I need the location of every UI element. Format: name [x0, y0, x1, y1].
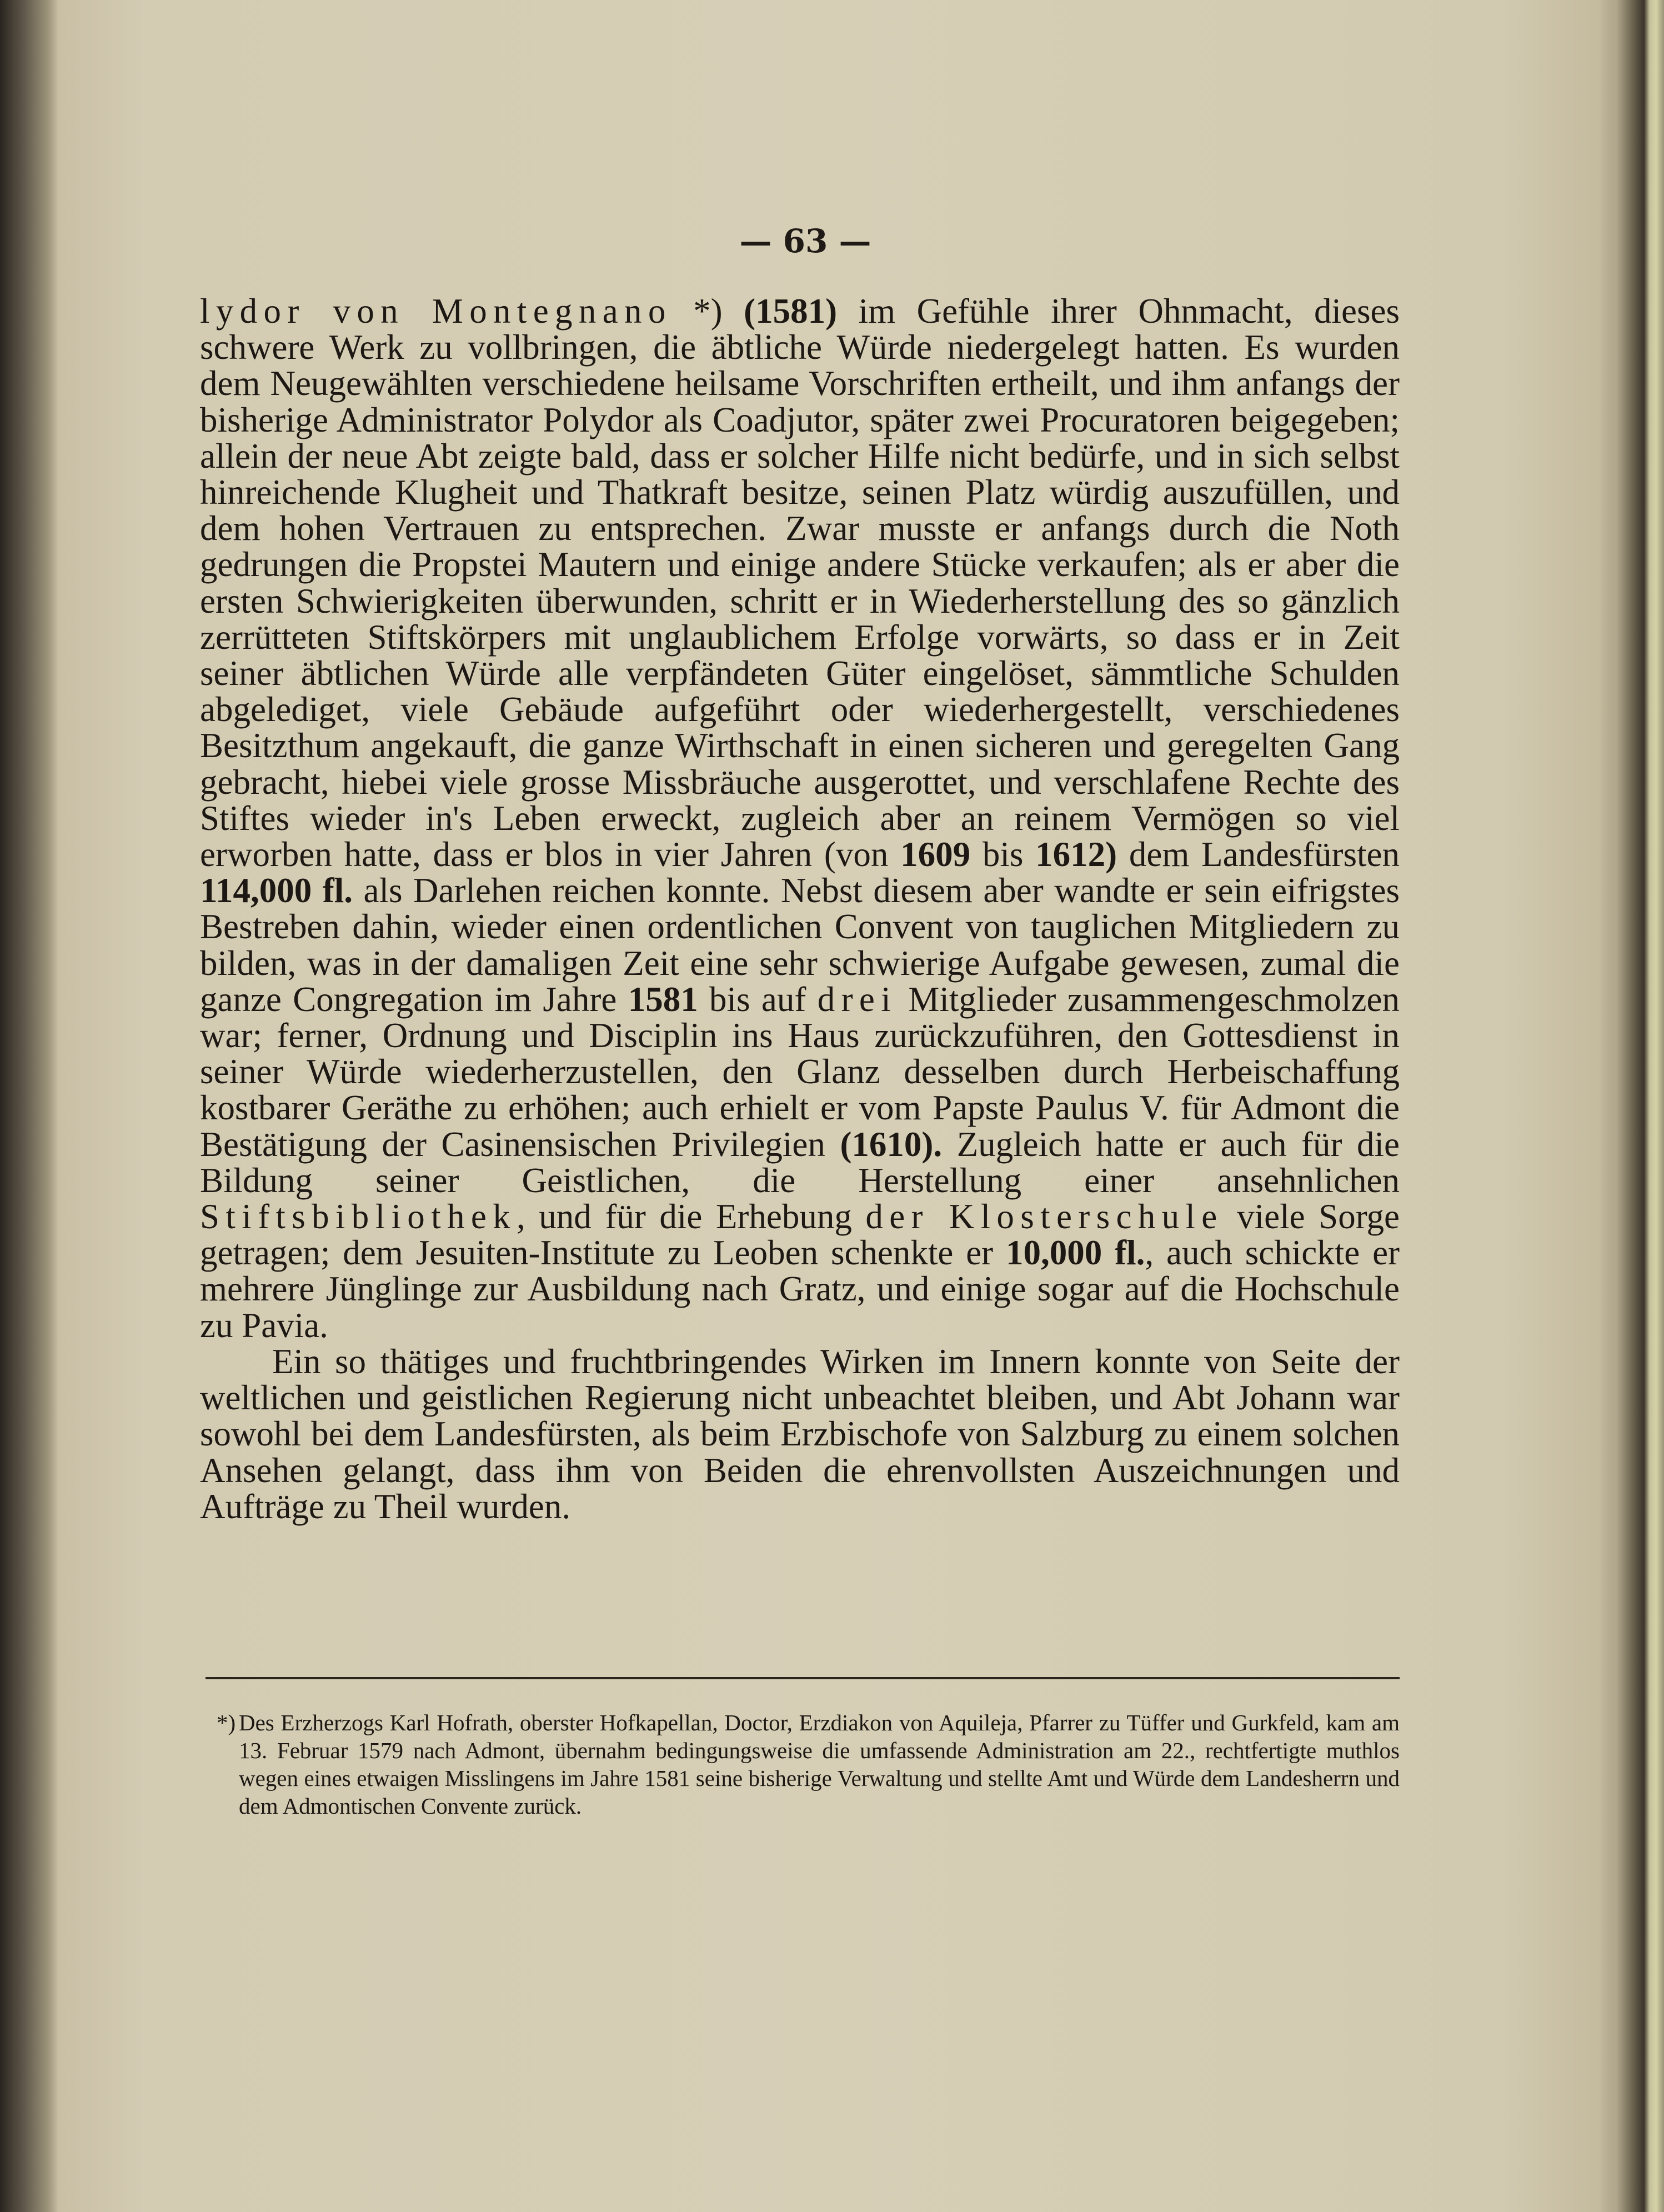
page-edge-stack	[1600, 0, 1664, 2212]
text-run: , auch schickte er mehrere Jünglinge zur Ausbildung nach Gratz, und einige sogar auf die Hochschule zu Pavia.	[200, 1233, 1400, 1345]
text-run: dem Landesfürsten	[1117, 835, 1400, 874]
spaced-word-klosterschule: der Klosterschule	[865, 1197, 1224, 1237]
footnote-reference: *)	[671, 292, 744, 331]
paragraph-2: Ein so thätiges und fruchtbringendes Wirken im Innern konnte von Seite der weltlichen und geistlichen Regierung nicht unbeachtet bleiben, und Abt Johann war sowohl bei dem Landesfürsten, als beim Erzbischofe von Salzburg zu einem solchen Ansehen gelangt, dass ihm von Beiden die ehrenvollsten Auszeichnungen und Aufträge zu Theil wurden.	[200, 1342, 1400, 1526]
year-1610-bold: (1610).	[840, 1124, 943, 1164]
year-1581-second-bold: 1581	[628, 979, 698, 1019]
footnote-text: Des Erzherzogs Karl Hofrath, oberster Hofkapellan, Doctor, Erzdiakon von Aquileja, Pfarrer zu Tüffer und Gurkfeld, kam am 13. Februar 1579 nach Admont, übernahm bedingungsweise die umfassende Administration am 22., rechtfertigte muthlos wegen eines etwaigen Misslingens im Jahre 1581 seine bisherige Verwaltung und stellte Amt und Würde dem Landesherrn und dem Admontischen Convente zurück.	[239, 1710, 1400, 1819]
footnote-separator-rule	[206, 1677, 1400, 1679]
text-run: Mitglieder zusammengeschmolzen war; ferner, Ordnung und Disciplin ins Haus zurückzuführen, den Gottesdienst in seiner Würde wiederherzustellen, den Glanz desselben durch Herbeischaffung kostbarer Geräthe zu erhöhen; auch erhielt er vom Papste Paulus V. für Admont die Bestätigung der Casinensischen Privilegien	[200, 979, 1400, 1164]
footnote-mark: *)	[217, 1710, 236, 1735]
footnote	[217, 1709, 1400, 1820]
year-1612-bold: 1612)	[1035, 835, 1117, 874]
page-gutter-shadow	[0, 0, 58, 2212]
body-text	[200, 293, 1400, 1525]
year-1609-bold: 1609	[900, 835, 971, 874]
text-run: als Darlehen reichen konnte. Nebst diesem aber wandte er sein eifrigstes Bestreben dahin, wieder einen ordentlichen Convent von tauglichen Mitgliedern zu bilden, was in der damaligen Zeit eine sehr schwierige Aufgabe gewesen, zumal die ganze Congregation im Jahre	[200, 871, 1400, 1019]
paragraph-1	[200, 293, 1400, 1344]
text-run: , und für die Erhebung	[516, 1197, 866, 1237]
spaced-word-stiftsbibliothek: Stiftsbibliothek	[200, 1197, 517, 1237]
text-run: viele Sorge getragen; dem Jesuiten-Institute zu Leoben schenkte er	[200, 1197, 1400, 1273]
page-number: — 63 —	[739, 222, 871, 260]
amount-bold: 114,000 fl.	[200, 871, 353, 910]
text-run: bis auf	[698, 979, 818, 1019]
text-run: im Gefühle ihrer Ohnmacht, dieses schwere Werk zu vollbringen, die äbtliche Würde niedergelegt hatten. Es wurden dem Neugewählten verschiedene heilsame Vorschriften ertheilt, und ihm anfangs der bisherige Administrator Polydor als Coadjutor, später zwei Procuratoren beigegeben; allein der neue Abt zeigte bald, dass er solcher Hilfe nicht bedürfe, und in sich selbst hinreichende Klugheit und Thatkraft besitze, seinen Platz würdig auszufüllen, und dem hohen Vertrauen zu entsprechen. Zwar musste er anfangs durch die Noth gedrungen die Propstei Mautern und einige andere Stücke verkaufen; als er aber die ersten Schwierigkeiten überwunden, schritt er in Wiederherstellung des so gänzlich zerrütteten Stiftskörpers mit unglaublichem Erfolge vorwärts, so dass er in Zeit seiner äbtlichen Würde alle verpfändeten Güter eingelöset, sämmtliche Schulden abgelediget, viele Gebäude aufgeführt oder wiederhergestellt, verschiedenes Besitzthum angekauft, die ganze Wirthschaft in einen sicheren und geregelten Gang gebracht, hiebei viele grosse Missbräuche ausgerottet, und verschlafene Rechte des Stiftes wieder in's Leben erweckt, zugleich aber an reinem Vermögen so viel erworben hatte, dass er blos in vier Jahren (von	[200, 292, 1400, 874]
text-run: bis	[970, 835, 1036, 874]
year-1581-bold: (1581)	[744, 292, 838, 331]
amount2-bold: 10,000 fl.	[1006, 1233, 1145, 1273]
person-name: lydor von Montegnano	[200, 292, 672, 331]
text-run: Zugleich hatte er auch für die Bildung seiner Geistlichen, die Herstellung einer ansehnlichen	[200, 1124, 1400, 1200]
spaced-word-drei: drei	[817, 979, 898, 1019]
